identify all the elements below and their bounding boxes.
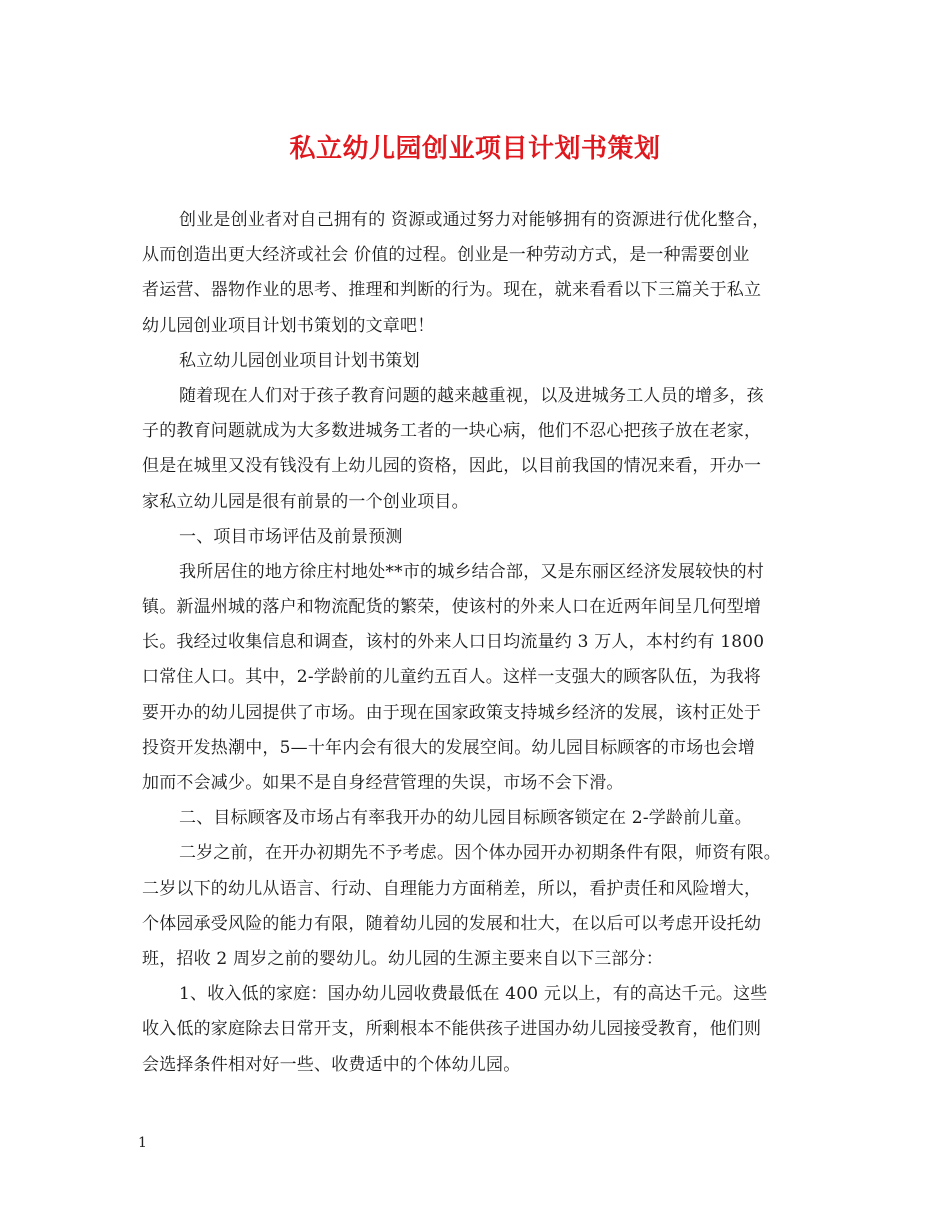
document-title: 私立幼儿园创业项目计划书策划 bbox=[289, 134, 661, 164]
text-line: 幼儿园创业项目计划书策划的文章吧！ bbox=[142, 315, 435, 336]
text-line: 但是在城里又没有钱没有上幼儿园的资格，因此，以目前我国的情况来看，开办一 bbox=[142, 456, 762, 477]
text-line: 班，招收 2 周岁之前的婴幼儿。幼儿园的生源主要来自以下三部分： bbox=[142, 948, 664, 969]
text-line: 我所居住的地方徐庄村地处**市的城乡结合部，又是东丽区经济发展较快的村 bbox=[179, 561, 764, 582]
text-line: 口常住人口。其中，2-学龄前的儿童约五百人。这样一支强大的顾客队伍，为我将 bbox=[142, 667, 761, 688]
text-line: 投资开发热潮中，5—十年内会有很大的发展空间。幼儿园目标顾客的市场也会增 bbox=[142, 737, 756, 758]
document-body bbox=[142, 203, 822, 1083]
text-line: 二岁以下的幼儿从语言、行动、自理能力方面稍差，所以，看护责任和风险增大， bbox=[142, 878, 762, 899]
page-number: 1 bbox=[138, 1135, 147, 1151]
text-line: 子的教育问题就成为大多数进城务工者的一块心病，他们不忍心把孩子放在老家， bbox=[142, 421, 762, 442]
text-line: 从而创造出更大经济或社会 价值的过程。创业是一种劳动方式，是一种需要创业 bbox=[142, 245, 750, 266]
section-heading: 一、项目市场评估及前景预测 bbox=[179, 526, 403, 547]
text-line: 二岁之前，在开办初期先不予考虑。因个体办园开办初期条件有限，师资有限。 bbox=[179, 843, 781, 864]
text-line: 者运营、器物作业的思考、推理和判断的行为。现在，就来看看以下三篇关于私立 bbox=[142, 280, 762, 301]
text-line: 加而不会减少。如果不是自身经营管理的失误，市场不会下滑。 bbox=[142, 773, 624, 793]
text-line: 随着现在人们对于孩子教育问题的越来越重视，以及进城务工人员的增多，孩 bbox=[179, 385, 764, 406]
text-line: 个体园承受风险的能力有限，随着幼儿园的发展和壮大，在以后可以考虑开设托幼 bbox=[142, 913, 762, 934]
text-line: 会选择条件相对好一些、收费适中的个体幼儿园。 bbox=[142, 1054, 521, 1075]
text-line: 镇。新温州城的落户和物流配货的繁荣，使该村的外来人口在近两年间呈几何型增 bbox=[142, 597, 762, 618]
text-line: 长。我经过收集信息和调查，该村的外来人口日均流量约 3 万人，本村约有 1800 bbox=[142, 632, 765, 653]
text-line: 收入低的家庭除去日常开支，所剩根本不能供孩子进国办幼儿园接受教育，他们则 bbox=[142, 1019, 762, 1040]
text-line: 创业是创业者对自己拥有的 资源或通过努力对能够拥有的资源进行优化整合， bbox=[179, 210, 770, 230]
text-line: 1、收入低的家庭：国办幼儿园收费最低在 400 元以上，有的高达千元。这些 bbox=[179, 984, 768, 1005]
section-heading: 私立幼儿园创业项目计划书策划 bbox=[179, 350, 420, 371]
text-line: 二、目标顾客及市场占有率我开办的幼儿园目标顾客锁定在 2-学龄前儿童。 bbox=[179, 808, 752, 829]
text-line: 要开办的幼儿园提供了市场。由于现在国家政策支持城乡经济的发展，该村正处于 bbox=[142, 702, 762, 723]
text-line: 家私立幼儿园是很有前景的一个创业项目。 bbox=[142, 491, 469, 512]
